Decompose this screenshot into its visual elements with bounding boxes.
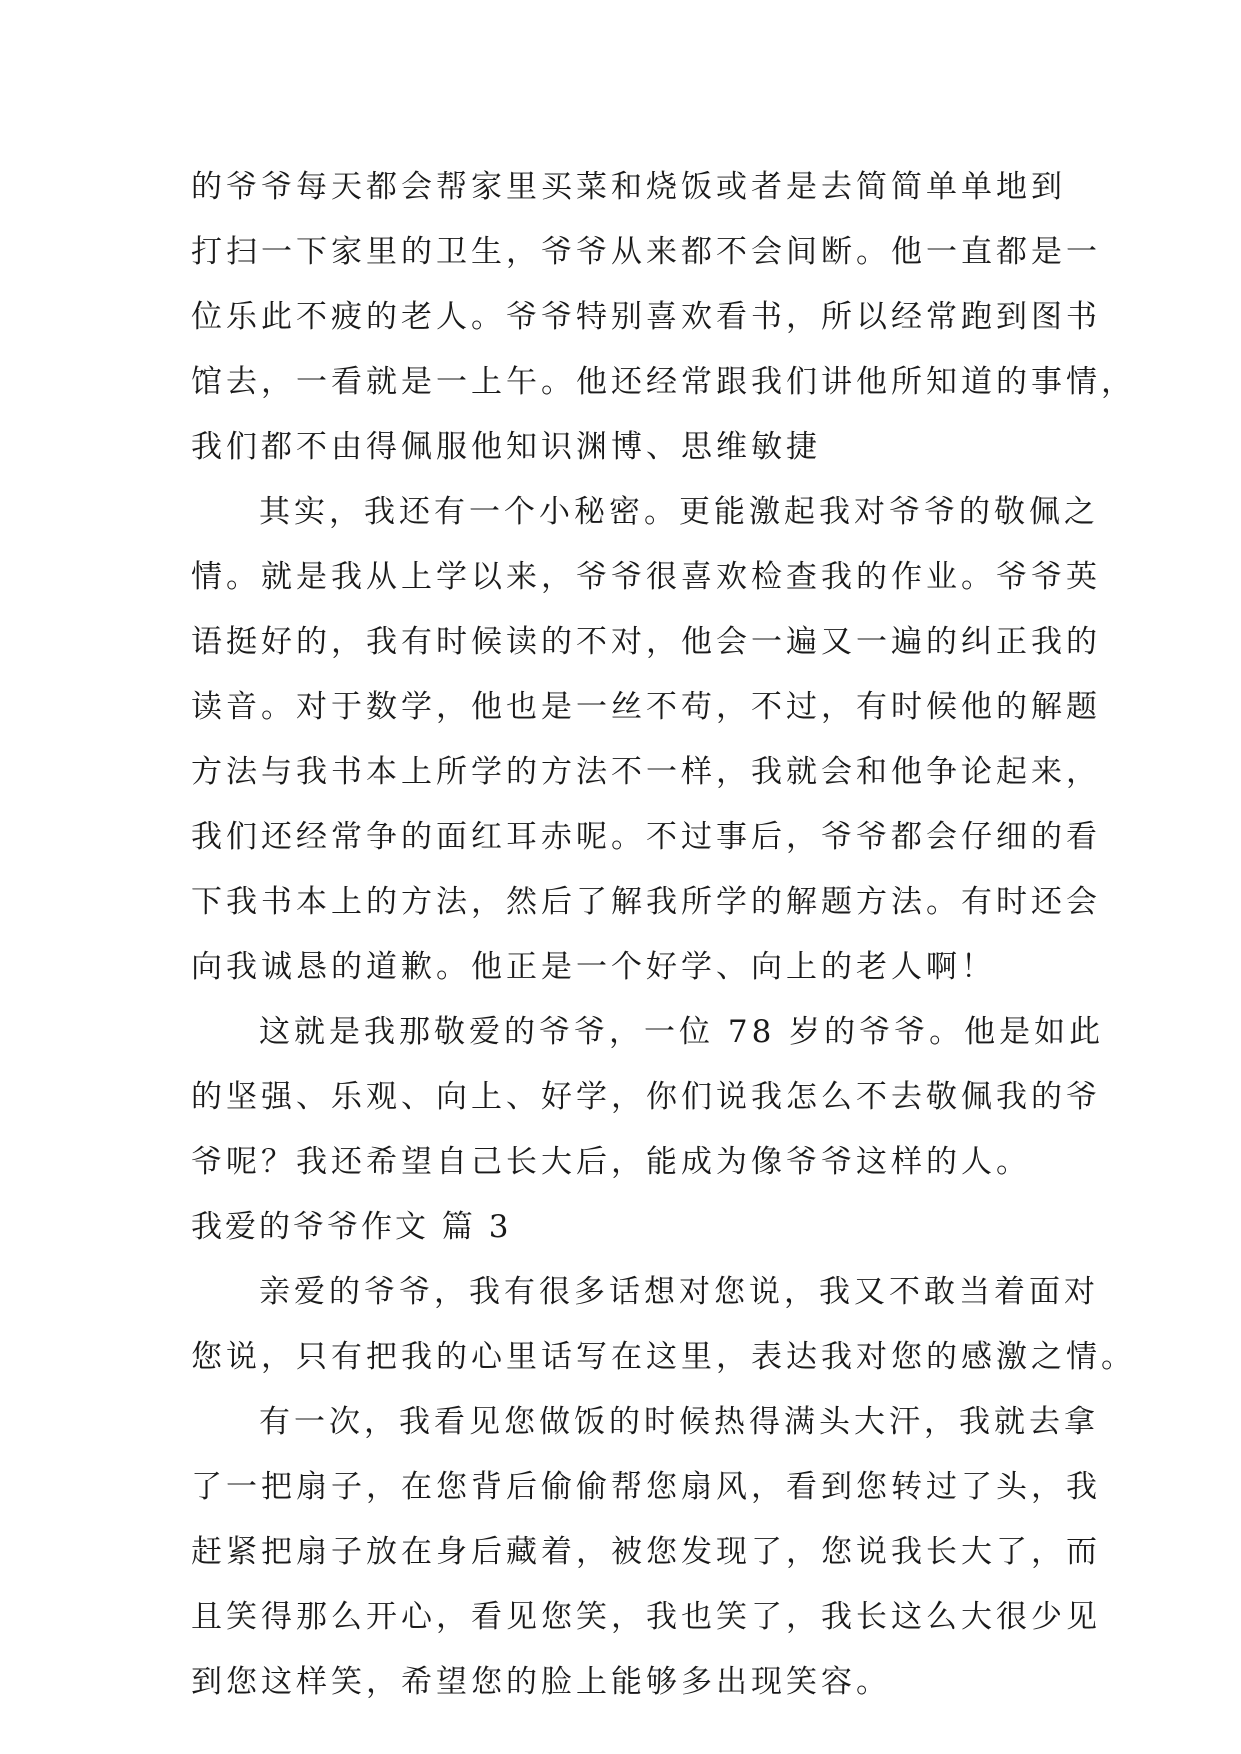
paragraph: [191, 1000, 1105, 1195]
text-line: 到您这样笑，希望您的脸上能够多出现笑容。: [191, 1664, 891, 1700]
text-line: 有一次，我看见您做饭的时候热得满头大汗，我就去拿: [259, 1404, 1099, 1440]
text-line: 赶紧把扇子放在身后藏着，被您发现了，您说我长大了，而: [191, 1534, 1101, 1570]
section-heading: 我爱的爷爷作文 篇 3: [191, 1209, 512, 1245]
text-line: 了一把扇子，在您背后偷偷帮您扇风，看到您转过了头，我: [191, 1469, 1101, 1505]
text-line: 情。就是我从上学以来，爷爷很喜欢检查我的作业。爷爷英: [191, 559, 1101, 595]
text-line: 的坚强、乐观、向上、好学，你们说我怎么不去敬佩我的爷: [191, 1079, 1101, 1115]
text-line: 亲爱的爷爷，我有很多话想对您说，我又不敢当着面对: [259, 1274, 1099, 1310]
paragraph: [191, 1260, 1136, 1390]
text-line: 您说，只有把我的心里话写在这里，表达我对您的感激之情。: [191, 1339, 1136, 1375]
paragraph: [191, 1390, 1101, 1715]
document-body: [191, 155, 1136, 1715]
text-line: 向我诚恳的道歉。他正是一个好学、向上的老人啊！: [191, 949, 996, 985]
text-line: 馆去，一看就是一上午。他还经常跟我们讲他所知道的事情，: [191, 364, 1136, 400]
text-line: 我们还经常争的面红耳赤呢。不过事后，爷爷都会仔细的看: [191, 819, 1101, 855]
text-line: 这就是我那敬爱的爷爷，一位 78 岁的爷爷。他是如此: [259, 1014, 1105, 1050]
text-line: 其实，我还有一个小秘密。更能激起我对爷爷的敬佩之: [259, 494, 1099, 530]
paragraph: [191, 155, 1136, 480]
text-line: 下我书本上的方法，然后了解我所学的解题方法。有时还会: [191, 884, 1101, 920]
text-line: 方法与我书本上所学的方法不一样，我就会和他争论起来，: [191, 754, 1101, 790]
text-line: 语挺好的，我有时候读的不对，他会一遍又一遍的纠正我的: [191, 624, 1101, 660]
text-line: 位乐此不疲的老人。爷爷特别喜欢看书，所以经常跑到图书: [191, 299, 1101, 335]
text-line: 我们都不由得佩服他知识渊博、思维敏捷: [191, 429, 821, 465]
text-line: 且笑得那么开心，看见您笑，我也笑了，我长这么大很少见: [191, 1599, 1101, 1635]
text-line: 的爷爷每天都会帮家里买菜和烧饭或者是去简简单单地到: [191, 169, 1066, 205]
text-line: 打扫一下家里的卫生，爷爷从来都不会间断。他一直都是一: [191, 234, 1101, 270]
text-line: 爷呢？我还希望自己长大后，能成为像爷爷这样的人。: [191, 1144, 1031, 1180]
paragraph: [191, 480, 1101, 1000]
text-line: 读音。对于数学，他也是一丝不苟，不过，有时候他的解题: [191, 689, 1101, 725]
